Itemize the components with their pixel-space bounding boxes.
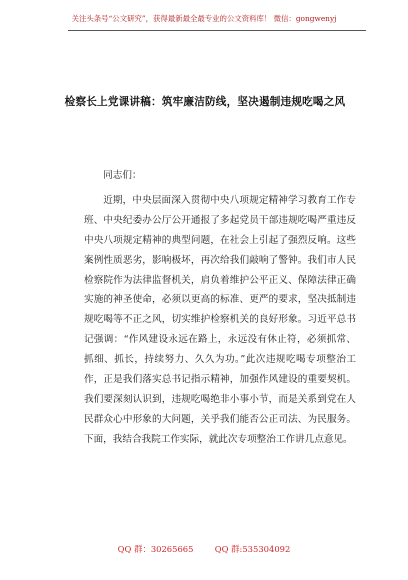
body-paragraph: 近期，中央层面深入贯彻中央八项规定精神学习教育工作专班、中央纪委办公厅公开通报了多起党员干部违规吃喝严重违反中央八项规定精神的典型问题，在社会上引起了强烈反响。这些案例性质恶劣，影响极坏，再次给我们敲响了警钟。我们市人民检察院作为法律监督机关，肩负着维护公平正义、保障法律正确实施的神圣使命，必须以更高的标准、更严的要求，坚决抵制违规吃喝等不正之风，切实维护检察机关的良好形象。习近平总书记强调：“作风建设永远在路上，永远没有休止符，必须抓常、抓细、抓长，持续努力、久久为功。”此次违规吃喝专项整治工作，正是我们落实总书记指示精神，加强作风建设的重要契机。我们要深刻认识到，违规吃喝绝非小事小节，而是关系到党在人民群众心中形象的大问题，关乎我们能否公正司法、为民服务。下面，我结合我院工作实际，就此次专项整治工作讲几点意见。 xyxy=(84,194,356,445)
header-divider xyxy=(68,30,366,31)
footer-qq-groups xyxy=(0,543,408,555)
header-promo-note: 关注头条号“公文研究”，获得最新最全最专业的公文资料库！ 微信：gongwenyj xyxy=(71,14,337,23)
document-title: 检察长上党课讲稿：筑牢廉洁防线，坚决遏制违规吃喝之风 xyxy=(64,96,346,108)
document-body xyxy=(84,166,356,450)
greeting: 同志们： xyxy=(103,170,142,181)
footer-qq-group-2: QQ 群:535304092 xyxy=(214,544,291,554)
footer-qq-group-1: QQ 群：30265665 xyxy=(117,544,194,554)
